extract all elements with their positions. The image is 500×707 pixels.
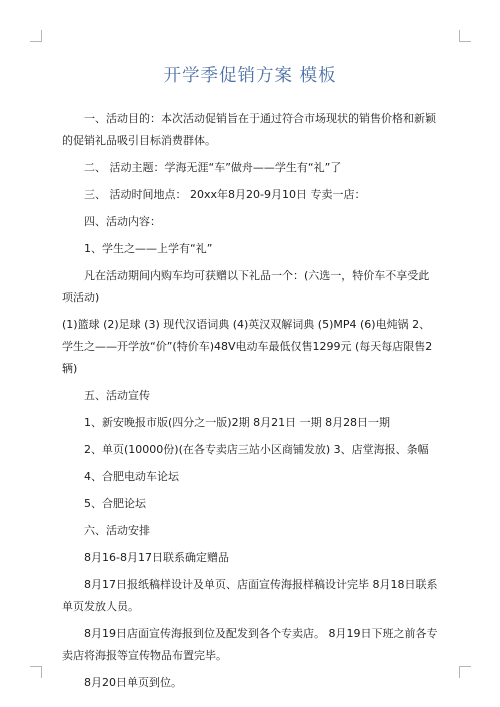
- paragraph-promotion-heading: 五、活动宣传: [84, 389, 150, 402]
- crop-mark-top-right: [459, 30, 471, 42]
- paragraph-schedule-3: 8月19日店面宣传海报到位及配发到各个专卖店。 8月19日下班之前各专卖店将海报等宣传物品布置完毕。: [62, 627, 438, 662]
- paragraph-gift-heading: 1、学生之——上学有“礼”: [84, 242, 213, 255]
- crop-mark-bottom-right: [459, 666, 471, 678]
- paragraph-newspaper: 1、新安晚报市版(四分之一版)2期 8月21日 一期 8月28日一期: [84, 416, 391, 429]
- paragraph-flyers: 2、单页(10000份)(在各专卖店三站小区商铺发放) 3、店堂海报、条幅: [84, 443, 429, 456]
- paragraph-theme: 二、 活动主题：学海无涯“车”做舟——学生有“礼”了: [84, 161, 342, 174]
- paragraph-schedule-heading: 六、活动安排: [84, 524, 150, 537]
- paragraph-schedule-4: 8月20日单页到位。: [84, 676, 182, 689]
- paragraph-forum-hefei: 5、合肥论坛: [84, 497, 146, 510]
- document-body: [62, 108, 438, 699]
- crop-mark-top-left: [30, 30, 42, 42]
- paragraph-forum-ev: 4、合肥电动车论坛: [84, 470, 179, 483]
- paragraph-gift-rule: 凡在活动期间内购车均可获赠以下礼品一个：(六选一，特价车不享受此项活动): [62, 269, 430, 304]
- paragraph-purpose: 一、活动目的：本次活动促销旨在于通过符合市场现状的销售价格和新颖的促销礼品吸引目标消费群体。: [62, 112, 436, 147]
- paragraph-schedule-2: 8月17日报纸稿样设计及单页、店面宣传海报样稿设计完毕 8月18日联系单页发放人员。: [62, 578, 438, 613]
- document-title: 开学季促销方案 模板: [163, 66, 337, 86]
- paragraph-schedule-1: 8月16-8月17日联系确定赠品: [84, 551, 229, 564]
- crop-mark-bottom-left: [30, 666, 42, 678]
- paragraph-gift-list: (1)篮球 (2)足球 (3) 现代汉语词典 (4)英汉双解词典 (5)MP4 (6)电炖锅 2、学生之——开学放“价”(特价车)48V电动车最低仅售1299元 (每天每店限售2辆): [62, 318, 433, 375]
- paragraph-time-location: 三、 活动时间地点： 20xx年8月20-9月10日 专卖一店：: [84, 188, 366, 201]
- paragraph-content-heading: 四、活动内容：: [84, 215, 161, 228]
